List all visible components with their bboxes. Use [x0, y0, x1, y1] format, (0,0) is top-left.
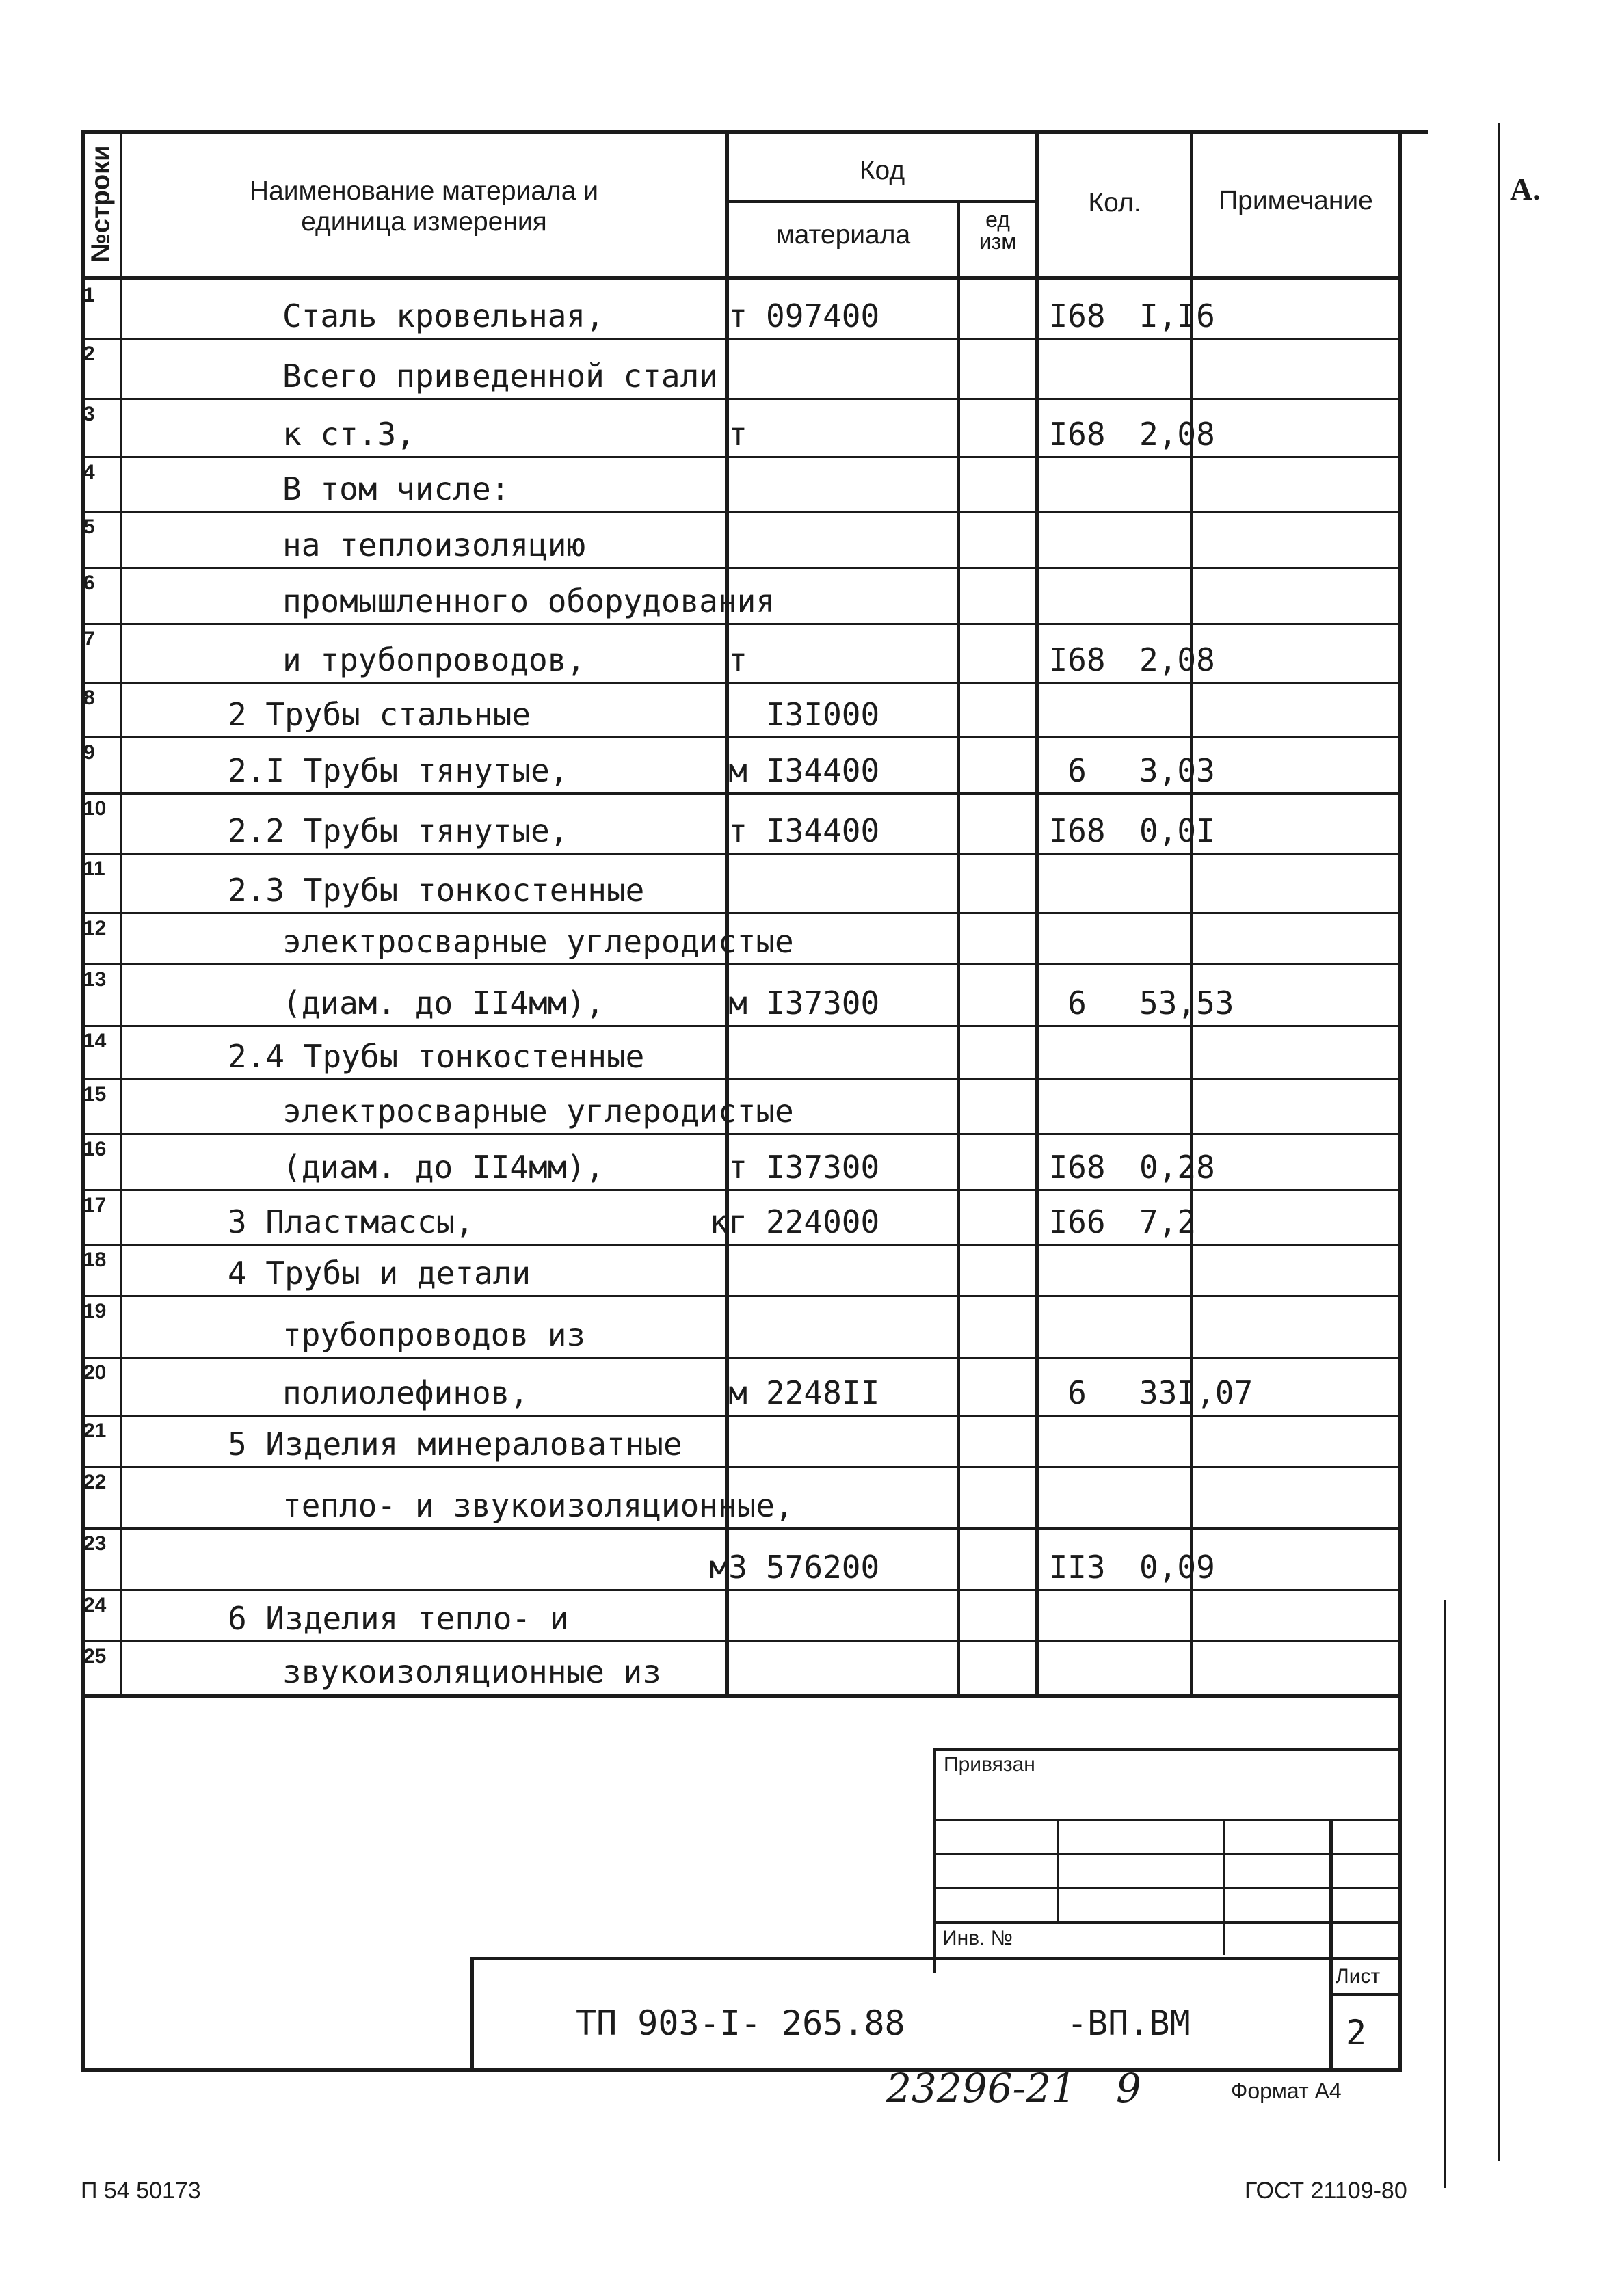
- row-quantity: 0,28: [1139, 1149, 1215, 1186]
- row-name: 2.4 Трубы тонкостенные: [228, 1038, 645, 1075]
- row-unit: т: [728, 1149, 747, 1186]
- header-name: Наименование материала и единица измерения: [249, 176, 599, 237]
- row-name: звукоизоляционные из: [282, 1653, 661, 1690]
- row-name: 3 Пластмассы,: [228, 1203, 475, 1240]
- row-number: 11: [83, 857, 105, 880]
- row-unit-code: I68: [1048, 641, 1106, 678]
- row-unit-code: I68: [1048, 297, 1106, 334]
- row-number: 24: [83, 1594, 107, 1616]
- row-quantity: 2,08: [1139, 416, 1215, 453]
- row-material-code: I37300: [766, 985, 880, 1022]
- row-name: 2.2 Трубы тянутые,: [228, 812, 569, 849]
- header-qty: Кол.: [1088, 188, 1141, 217]
- row-quantity: 7,2: [1139, 1203, 1197, 1240]
- row-number: 15: [83, 1083, 107, 1106]
- table-row: [81, 964, 1400, 1026]
- row-number: 12: [83, 917, 107, 939]
- header-note: Примечание: [1219, 186, 1373, 215]
- row-unit-code: I68: [1048, 416, 1106, 453]
- row-number: 16: [83, 1138, 107, 1160]
- handwritten-number-2: 9: [1116, 2065, 1141, 2111]
- table-row: [81, 280, 1400, 338]
- row-name: (диам. до II4мм),: [282, 985, 605, 1022]
- right-inner-line: [1444, 1600, 1446, 2188]
- table-row: [81, 1528, 1400, 1590]
- row-number: 2: [83, 343, 95, 365]
- row-number: 1: [83, 284, 95, 306]
- row-unit-code: I68: [1048, 812, 1106, 849]
- header-unit: ед изм: [979, 207, 1017, 254]
- row-unit: т: [728, 812, 747, 849]
- table-row: [81, 1296, 1400, 1357]
- row-number: 19: [83, 1300, 107, 1322]
- handwritten-number: 23296-21: [886, 2065, 1076, 2111]
- row-quantity: 33I,07: [1139, 1374, 1253, 1411]
- table-row: [81, 399, 1400, 457]
- row-name: тепло- и звукоизоляционные,: [282, 1487, 794, 1524]
- row-quantity: 53,53: [1139, 985, 1234, 1022]
- row-name: (диам. до II4мм),: [282, 1149, 605, 1186]
- gost-label: ГОСТ 21109-80: [1245, 2178, 1407, 2204]
- table-row: [81, 624, 1400, 682]
- row-number: 20: [83, 1361, 107, 1384]
- row-name: электросварные углеродистые: [282, 923, 794, 960]
- row-number: 8: [83, 686, 95, 709]
- row-number: 3: [83, 403, 95, 425]
- row-quantity: 0,0I: [1139, 812, 1215, 849]
- row-number: 13: [83, 968, 107, 991]
- table-row: [81, 1026, 1400, 1079]
- row-number: 21: [83, 1419, 107, 1442]
- row-material-code: I3I000: [766, 696, 880, 733]
- table-row: [81, 1079, 1400, 1134]
- table-row: [81, 568, 1400, 624]
- table-row: [81, 1244, 1400, 1296]
- table-row: [81, 1357, 1400, 1415]
- row-name: 5 Изделия минераловатные: [228, 1426, 682, 1463]
- row-material-code: I34400: [766, 752, 880, 789]
- table-row: [81, 1190, 1400, 1244]
- row-unit-code: II3: [1048, 1549, 1106, 1586]
- row-number: 23: [83, 1532, 107, 1555]
- row-unit: т: [728, 416, 747, 453]
- table-row: [81, 457, 1400, 511]
- row-name: промышленного оборудования: [282, 583, 775, 619]
- table-row: [81, 737, 1400, 793]
- stamp-doc-code: ТП 903-I- 265.88: [576, 2003, 905, 2043]
- row-unit: м3: [709, 1549, 747, 1586]
- header-row-no: №строки: [86, 145, 116, 262]
- row-unit-code: I66: [1048, 1203, 1106, 1240]
- row-number: 9: [83, 741, 95, 764]
- page-letter: А.: [1510, 172, 1541, 206]
- row-unit-code: 6: [1067, 752, 1087, 789]
- row-name: на теплоизоляцию: [282, 526, 586, 563]
- table-row: [81, 793, 1400, 853]
- row-name: к ст.3,: [282, 416, 415, 453]
- table-row: [81, 338, 1400, 399]
- table-row: [81, 1134, 1400, 1190]
- row-number: 17: [83, 1194, 107, 1216]
- table-row: [81, 853, 1400, 913]
- row-number: 25: [83, 1645, 107, 1668]
- stamp-sheet-no: 2: [1346, 2013, 1367, 2053]
- format-label: Формат А4: [1231, 2079, 1342, 2103]
- header-material: материала: [775, 220, 911, 250]
- row-number: 14: [83, 1030, 107, 1052]
- row-unit: кг: [709, 1203, 747, 1240]
- row-name: 2 Трубы стальные: [228, 696, 531, 733]
- row-name: Сталь кровельная,: [282, 297, 605, 334]
- row-unit: т: [728, 297, 747, 334]
- row-unit-code: 6: [1067, 985, 1087, 1022]
- row-name: 2.3 Трубы тонкостенные: [228, 872, 645, 909]
- row-number: 4: [83, 461, 95, 483]
- row-name: трубопроводов из: [282, 1316, 586, 1353]
- row-name: и трубопроводов,: [282, 641, 586, 678]
- row-material-code: I34400: [766, 812, 880, 849]
- table-row: [81, 1590, 1400, 1641]
- row-material-code: 576200: [766, 1549, 880, 1586]
- row-name: 4 Трубы и детали: [228, 1255, 531, 1292]
- row-name: 2.I Трубы тянутые,: [228, 752, 569, 789]
- row-unit: м: [728, 985, 747, 1022]
- row-unit: м: [728, 1374, 747, 1411]
- row-unit: м: [728, 752, 747, 789]
- row-quantity: 0,09: [1139, 1549, 1215, 1586]
- row-quantity: I,I6: [1139, 297, 1215, 334]
- row-quantity: 2,08: [1139, 641, 1215, 678]
- row-name: В том числе:: [282, 470, 510, 507]
- stamp-inv-no: Инв. №: [942, 1927, 1013, 1949]
- row-quantity: 3,03: [1139, 752, 1215, 789]
- row-name: 6 Изделия тепло- и: [228, 1600, 569, 1637]
- table-row: [81, 1415, 1400, 1467]
- row-material-code: 224000: [766, 1203, 880, 1240]
- table-row: [81, 682, 1400, 737]
- table-row: [81, 913, 1400, 964]
- row-material-code: I37300: [766, 1149, 880, 1186]
- row-name: полиолефинов,: [282, 1374, 529, 1411]
- stamp-sheet-label: Лист: [1336, 1965, 1381, 1988]
- table-row: [81, 511, 1400, 568]
- header-code: Код: [859, 156, 905, 185]
- row-material-code: 097400: [766, 297, 880, 334]
- row-unit: т: [728, 641, 747, 678]
- row-number: 18: [83, 1249, 107, 1271]
- row-number: 7: [83, 628, 95, 650]
- row-unit-code: 6: [1067, 1374, 1087, 1411]
- right-margin-line: [1498, 123, 1500, 2161]
- row-number: 5: [83, 516, 95, 538]
- stamp-doc-suffix: -ВП.ВМ: [1067, 2003, 1191, 2043]
- row-material-code: 2248II: [766, 1374, 880, 1411]
- row-name: электросварные углеродистые: [282, 1093, 794, 1130]
- row-unit-code: I68: [1048, 1149, 1106, 1186]
- left-code: П 54 50173: [81, 2178, 201, 2204]
- stamp-bound: Привязан: [944, 1753, 1035, 1776]
- row-name: Всего приведенной стали: [282, 358, 718, 395]
- row-number: 10: [83, 797, 107, 820]
- row-number: 6: [83, 572, 95, 594]
- row-number: 22: [83, 1471, 107, 1493]
- table-row: [81, 1641, 1400, 1694]
- table-row: [81, 1467, 1400, 1528]
